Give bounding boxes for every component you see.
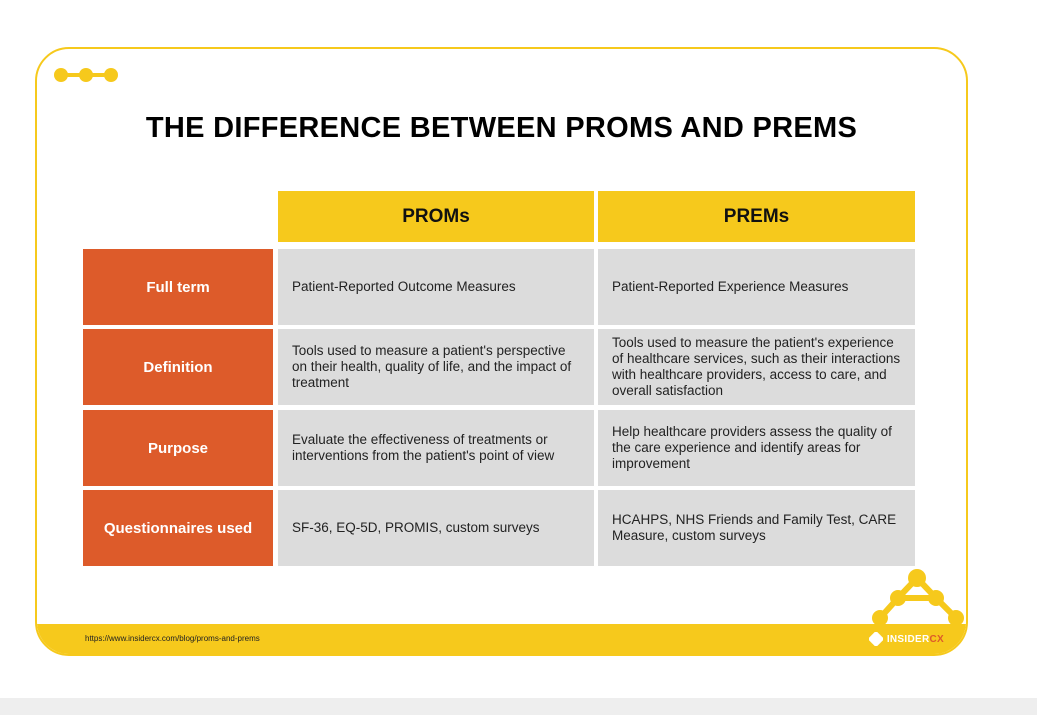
table-cell: HCAHPS, NHS Friends and Family Test, CARE Measure, custom surveys: [598, 490, 915, 566]
table-cell: Patient-Reported Experience Measures: [598, 249, 915, 325]
row-label-purpose: Purpose: [83, 410, 273, 486]
footer-band: [37, 624, 966, 654]
row-label-questionnaires: Questionnaires used: [83, 490, 273, 566]
page-title: THE DIFFERENCE BETWEEN PROMS AND PREMS: [145, 112, 858, 144]
row-label-full-term: Full term: [83, 249, 273, 325]
column-header-proms: PROMs: [278, 191, 594, 242]
brand-name: INSIDERCX: [886, 633, 944, 645]
table-cell: Tools used to measure a patient's perspective on their health, quality of life, and the impact of treatment: [278, 329, 594, 405]
row-label-definition: Definition: [83, 329, 273, 405]
table-cell: Evaluate the effectiveness of treatments or interventions from the patient's point of view: [278, 410, 594, 486]
table-cell: Tools used to measure the patient's experience of healthcare services, such as their interactions with healthcare providers, access to care, and overall satisfaction: [598, 329, 915, 405]
footer-url[interactable]: https://www.insidercx.com/blog/proms-and-prems: [85, 634, 260, 643]
table-cell: Help healthcare providers assess the quality of the care experience and identify areas for improvement: [598, 410, 915, 486]
table-cell: SF-36, EQ-5D, PROMIS, custom surveys: [278, 490, 594, 566]
page-bottom-strip: [0, 698, 1037, 715]
network-decoration-icon: [868, 568, 966, 624]
infographic-card: [35, 47, 968, 656]
brand-logo: [869, 631, 944, 647]
table-cell: Patient-Reported Outcome Measures: [278, 249, 594, 325]
dots-decoration-icon: [53, 67, 119, 83]
column-header-prems: PREMs: [598, 191, 915, 242]
insidercx-logo-icon: [869, 632, 883, 646]
